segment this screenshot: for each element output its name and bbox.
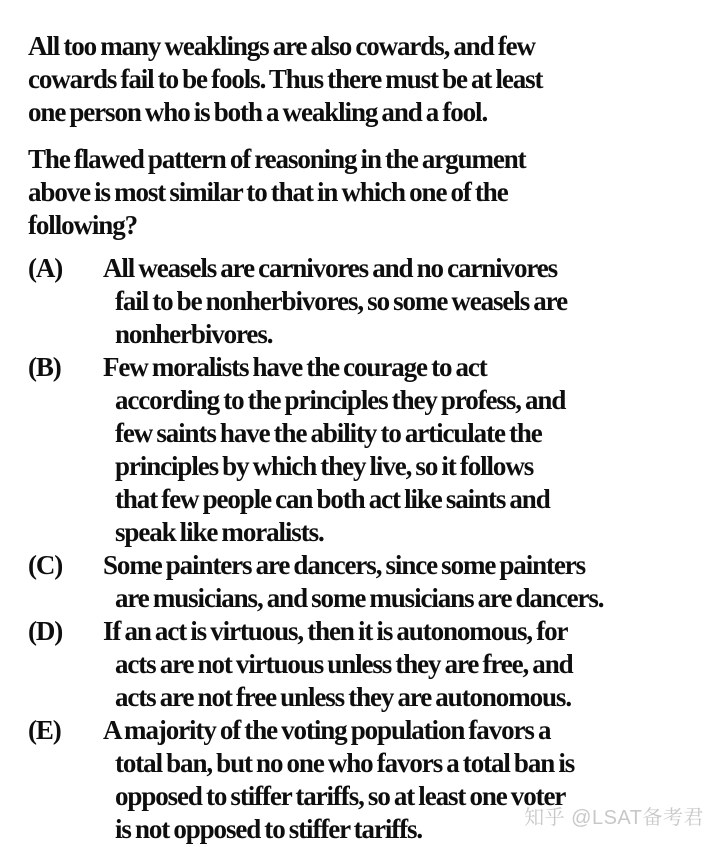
option-text-line: total ban, but no one who favors a total ban is <box>115 748 575 778</box>
options-list <box>28 252 720 846</box>
option-text-line: that few people can both act like saints and <box>115 484 550 514</box>
watermark <box>524 801 704 830</box>
option-text-line: All weasels are carnivores and no carnivores <box>103 253 558 283</box>
option-text-line: opposed to stiffer tariffs, so at least one voter <box>115 781 566 811</box>
option-text-line: If an act is virtuous, then it is autonomous, for <box>103 616 568 646</box>
option-a <box>28 252 720 351</box>
option-text-line: according to the principles they profess, and <box>115 385 566 415</box>
option-text <box>103 549 603 615</box>
question-stem <box>28 143 720 242</box>
option-label: (A) <box>28 253 63 283</box>
option-d <box>28 615 720 714</box>
watermark-text: 知乎 @LSAT备考君 <box>524 807 704 829</box>
option-text-line: A majority of the voting population favors a <box>103 715 551 745</box>
stimulus-line: one person who is both a weakling and a fool. <box>28 97 488 127</box>
option-text-line: Few moralists have the courage to act <box>103 352 487 382</box>
option-text <box>103 714 574 846</box>
option-text-line: few saints have the ability to articulate the <box>115 418 542 448</box>
option-text-line: Some painters are dancers, since some painters <box>103 550 586 580</box>
question-stem-line: above is most similar to that in which one of the <box>28 177 508 207</box>
option-text-line: speak like moralists. <box>115 517 324 547</box>
option-label: (B) <box>28 352 61 382</box>
option-text <box>103 351 565 549</box>
option-label: (D) <box>28 616 63 646</box>
option-text <box>103 615 573 714</box>
option-text-line: acts are not free unless they are autonomous. <box>115 682 571 712</box>
stimulus-paragraph <box>28 30 720 129</box>
option-label: (C) <box>28 550 63 580</box>
option-text-line: fail to be nonherbivores, so some weasels are <box>115 286 567 316</box>
option-text-line: nonherbivores. <box>115 319 273 349</box>
option-text-line: is not opposed to stiffer tariffs. <box>115 814 423 844</box>
option-text-line: are musicians, and some musicians are dancers. <box>115 583 604 613</box>
option-text <box>103 252 567 351</box>
option-text-line: principles by which they live, so it follows <box>115 451 534 481</box>
question-stem-line: following? <box>28 210 138 240</box>
stimulus-line: cowards fail to be fools. Thus there must be at least <box>28 64 543 94</box>
option-text-line: acts are not virtuous unless they are free, and <box>115 649 573 679</box>
stimulus-line: All too many weaklings are also cowards, and few <box>28 31 535 61</box>
option-c <box>28 549 720 615</box>
option-b <box>28 351 720 549</box>
option-label: (E) <box>28 715 61 745</box>
question-stem-line: The flawed pattern of reasoning in the argument <box>28 144 526 174</box>
